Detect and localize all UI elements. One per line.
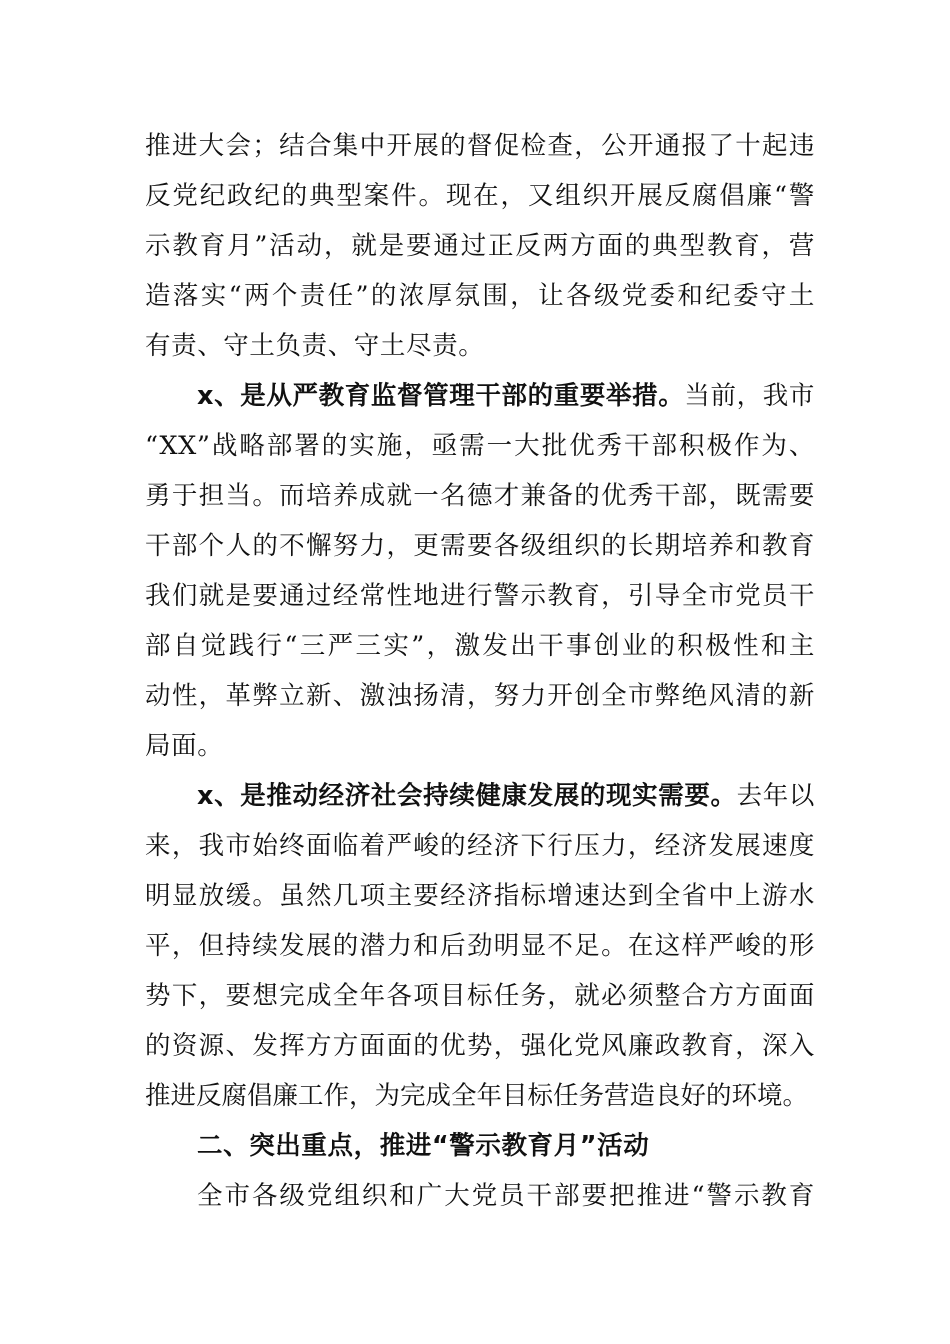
point-2-line [197,376,815,416]
text-line-6: “XX”战略部署的实施，亟需一大批优秀干部积极作为、 [145,431,815,461]
text-line-16: 势下，要想完成全年各项目标任务，就必须整合方方面面 [145,981,815,1011]
point-2-lead: x、是从严教育监督管理干部的重要举措。 [197,381,685,411]
text-line-12: 局面。 [145,731,224,761]
text-line-8: 干部个人的不懈努力，更需要各级组织的长期培养和教育 [145,531,815,561]
text-line-3: 示教育月”活动，就是要通过正反两方面的典型教育，营 [145,231,815,261]
text-line-13: 来，我市始终面临着严峻的经济下行压力，经济发展速度 [145,831,815,861]
text-line-9: 我们就是要通过经常性地进行警示教育，引导全市党员干 [145,581,815,611]
text-line-2: 反党纪政纪的典型案件。现在，又组织开展反腐倡廉“警 [145,181,815,211]
point-3-lead: x、是推动经济社会持续健康发展的现实需要。 [197,781,737,811]
point-3-rest: 去年以 [736,781,815,811]
point-3-line [197,776,815,816]
text-line-14: 明显放缓。虽然几项主要经济指标增速达到全省中上游水 [145,881,815,911]
text-line-1: 推进大会；结合集中开展的督促检查，公开通报了十起违 [145,131,815,161]
text-line-17: 的资源、发挥方方面面的优势，强化党风廉政教育，深入 [145,1031,815,1061]
text-line-11: 动性，革弊立新、激浊扬清，努力开创全市弊绝风清的新 [145,681,815,711]
text-line-18: 推进反腐倡廉工作，为完成全年目标任务营造良好的环境。 [145,1081,809,1111]
text-line-15: 平，但持续发展的潜力和后劲明显不足。在这样严峻的形 [145,931,815,961]
text-line-5: 有责、守土负责、守土尽责。 [145,331,485,361]
text-line-19: 全市各级党组织和广大党员干部要把推进“警示教育 [197,1181,815,1211]
point-2-rest: 当前，我市 [684,381,815,411]
text-line-10: 部自觉践行“三严三实”，激发出干事创业的积极性和主 [145,631,815,661]
text-line-7: 勇于担当。而培养成就一名德才兼备的优秀干部，既需要 [145,481,815,511]
text-line-4: 造落实“两个责任”的浓厚氛围，让各级党委和纪委守土 [145,281,815,311]
section-heading: 二、突出重点，推进“警示教育月”活动 [197,1131,650,1161]
